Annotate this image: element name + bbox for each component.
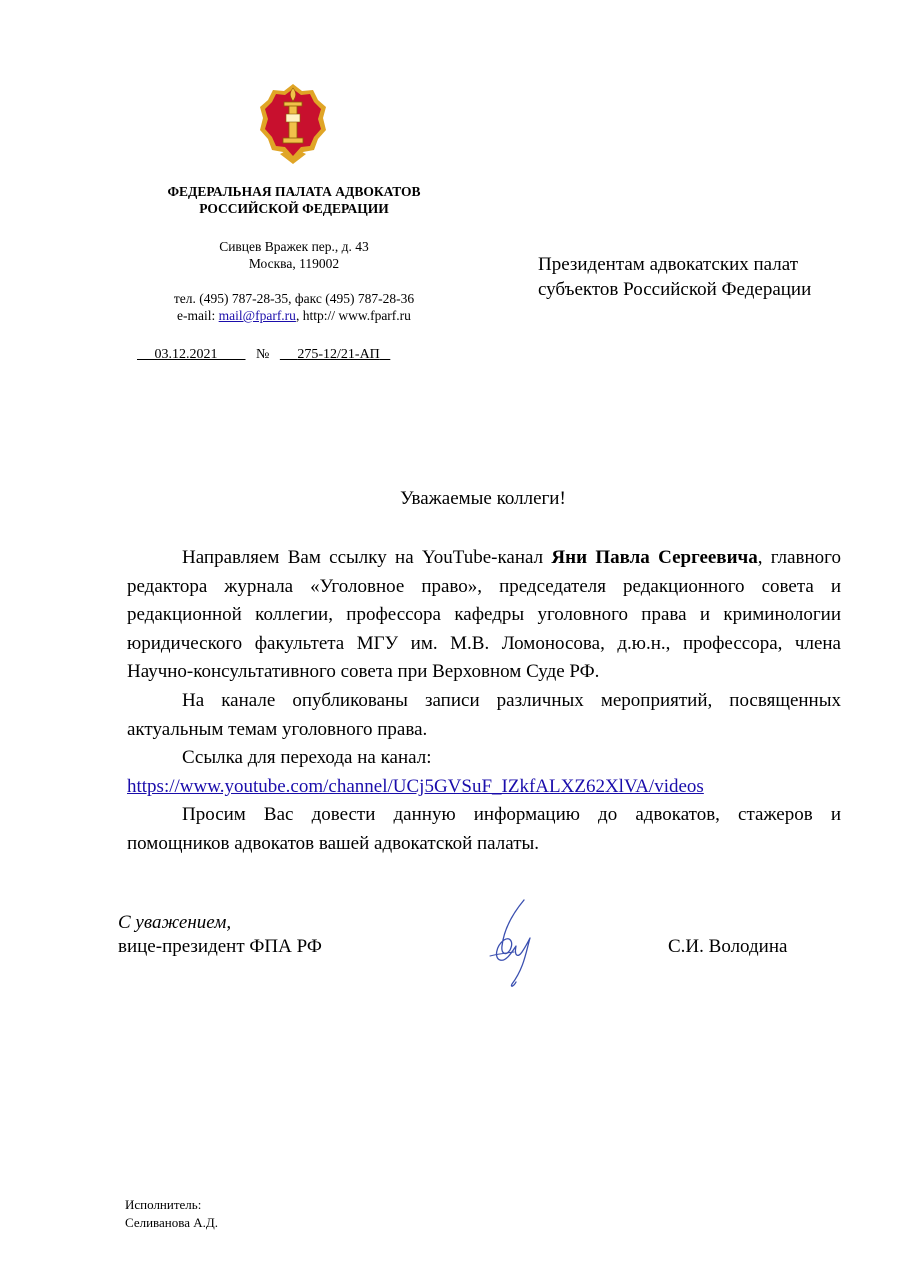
body-paragraph-3: Ссылка для перехода на канал:	[182, 747, 432, 769]
person-name: Яни Павла Сергеевича	[551, 547, 758, 568]
address-line1: Сивцев Вражек пер., д. 43	[219, 239, 369, 254]
executor-name: Селиванова А.Д.	[125, 1215, 218, 1230]
channel-link-paragraph	[127, 773, 841, 802]
email-link[interactable]: mail@fparf.ru	[218, 308, 296, 323]
body-paragraph-1	[127, 544, 841, 687]
email-web-line	[120, 307, 468, 324]
body-paragraph-4: Просим Вас довести данную информацию до адвокатов, стажеров и помощников адвокатов вашей адвокатской палаты.	[127, 804, 841, 854]
signer-name: С.И. Володина	[668, 936, 788, 957]
phone-fax: тел. (495) 787-28-35, факс (495) 787-28-36	[173, 291, 415, 306]
letter-body	[127, 544, 841, 859]
fpa-emblem-logo	[258, 82, 328, 168]
organization-address	[120, 238, 468, 272]
web-label: , http://	[295, 308, 339, 323]
p1-before: Направляем Вам ссылку на YouTube-канал	[182, 547, 552, 568]
executor-block	[125, 1196, 218, 1232]
website: www.fparf.ru	[338, 308, 411, 323]
p1-after: , главного редактора журнала «Уголовное право», председателя редакционного совета и редакционной коллегии, профессора кафедры уголовного права и криминологии юридического факультета МГУ им. М.В. Ломоносова, д.ю.н., профессора, члена Научно-консультативного совета при Верховном Суде РФ.	[127, 547, 841, 683]
executor-label: Исполнитель:	[125, 1197, 202, 1212]
letter-date-field	[137, 347, 246, 362]
body-paragraph-2: На канале опубликованы записи различных мероприятий, посвященных актуальным темам уголовного права.	[127, 689, 841, 740]
greeting: Уважаемые коллеги!	[400, 488, 566, 509]
addressee	[538, 252, 868, 302]
letter-date: 03.12.2021	[154, 347, 218, 362]
address-line2: Москва, 119002	[248, 256, 340, 271]
addressee-line2: субъектов Российской Федерации	[538, 279, 812, 300]
signer-position: вице-президент ФПА РФ	[118, 936, 322, 957]
org-name-line2: РОССИЙСКОЙ ФЕДЕРАЦИИ	[199, 201, 389, 216]
handwritten-signature	[484, 896, 548, 992]
youtube-channel-link[interactable]: https://www.youtube.com/channel/UCj5GVSuF_IZkfALXZ62XlVA/videos	[127, 775, 704, 797]
closing-phrase: С уважением,	[118, 912, 232, 933]
number-sign: №	[256, 347, 270, 362]
organization-name	[120, 183, 468, 217]
email-label: e-mail:	[177, 308, 219, 323]
registration-line	[137, 347, 390, 363]
letter-number-field	[280, 347, 390, 362]
organization-contacts	[120, 290, 468, 324]
org-name-line1: ФЕДЕРАЛЬНАЯ ПАЛАТА АДВОКАТОВ	[167, 184, 421, 199]
letter-number: 275-12/21-АП	[297, 347, 380, 362]
addressee-line1: Президентам адвокатских палат	[538, 254, 799, 275]
